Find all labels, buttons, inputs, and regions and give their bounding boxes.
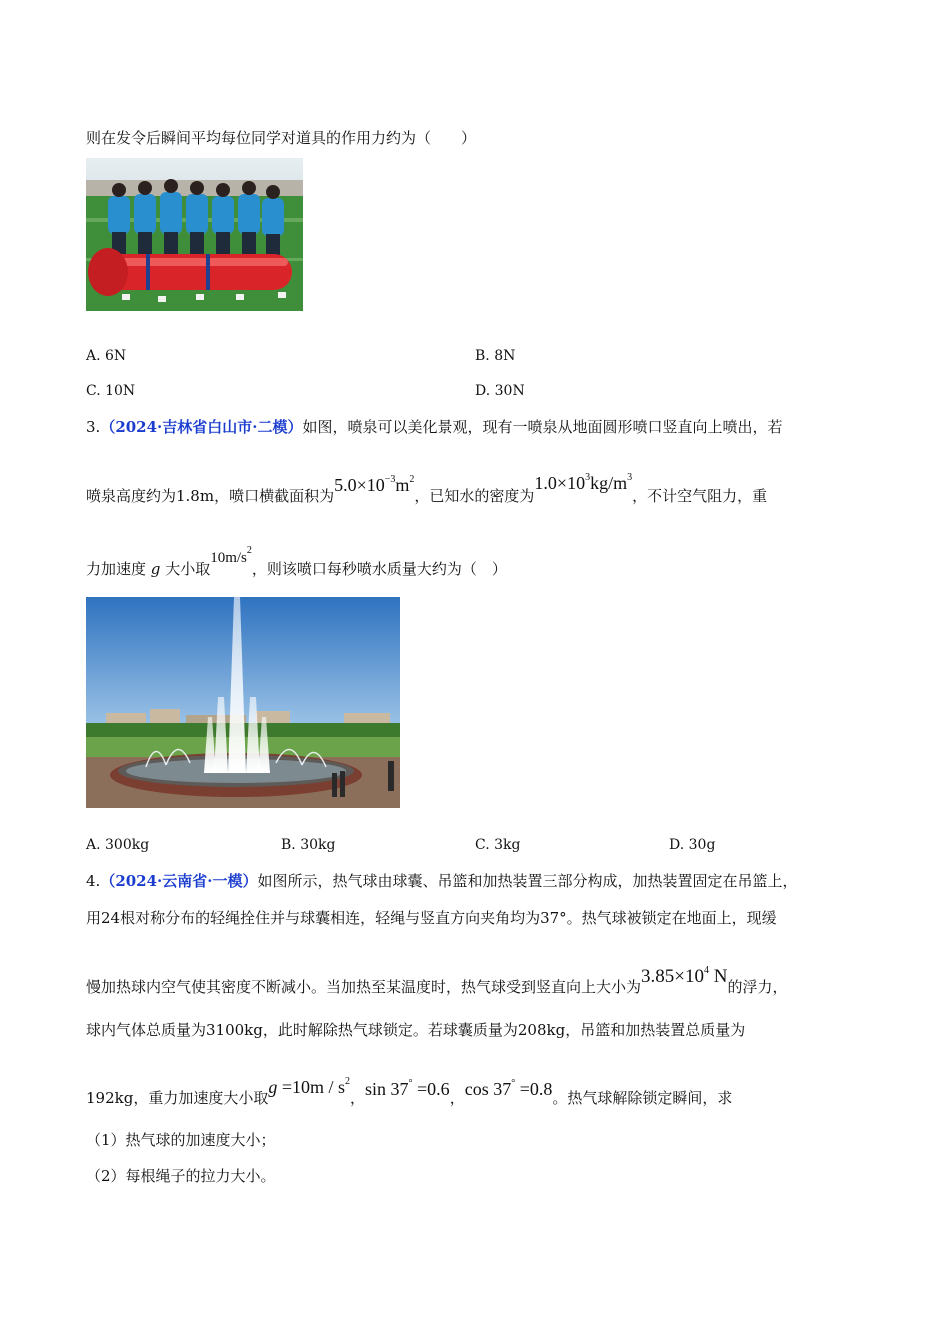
formula-text: 3.85×10 — [641, 966, 704, 987]
question-text: 大小取 — [165, 560, 211, 578]
question-text: 慢加热球内空气使其密度不断减小。当加热至某温度时，热气球受到竖直向上大小为 — [86, 978, 642, 996]
question-3-line-1 — [86, 417, 783, 437]
formula-unit: N — [713, 966, 728, 987]
question-4-line-1 — [86, 871, 798, 891]
option-b: B. 8N — [475, 348, 516, 364]
inflatable-race-photo — [86, 158, 303, 311]
formula-text: 5.0×10 — [334, 475, 385, 495]
formula-unit: kg/m — [590, 473, 628, 493]
question-4-line-2: 用24根对称分布的轻绳拴住并与球囊相连，轻绳与竖直方向夹角均为37°。热气球被锁定在地面上，现缓 — [86, 909, 777, 927]
question-text: ，则该喷口每秒喷水质量大约为（ ） — [251, 560, 507, 578]
formula-exponent: 2 — [246, 545, 252, 556]
formula-density — [534, 473, 632, 493]
question-text: 喷泉高度约为1.8m，喷口横截面积为 — [86, 487, 335, 505]
question-number: 3. — [86, 418, 101, 436]
question-4-line-4: 球内气体总质量为3100kg，此时解除热气球锁定。若球囊质量为208kg，吊篮和加热装置总质量为 — [86, 1021, 746, 1039]
formula-exponent: −3 — [384, 474, 396, 485]
formula-cos — [465, 1079, 553, 1099]
option-c: C. 3kg — [475, 837, 521, 853]
variable-g: g — [268, 1077, 278, 1097]
formula-text: cos 37 — [464, 1079, 512, 1099]
question-source: （2024·云南省·一模） — [100, 872, 258, 890]
formula-sin — [365, 1079, 450, 1099]
question-3-line-3 — [86, 545, 507, 580]
question-text: 如图，喷泉可以美化景观，现有一喷泉从地面圆形喷口竖直向上喷出，若 — [302, 418, 783, 436]
formula-text: =0.6 — [417, 1079, 450, 1099]
fountain-photo — [86, 597, 400, 808]
formula-exponent: 3 — [627, 472, 633, 483]
formula-exponent: 2 — [409, 474, 415, 485]
formula-gravity — [210, 545, 252, 566]
formula-gravity — [268, 1077, 350, 1097]
question-text: 192kg，重力加速度大小取 — [86, 1089, 269, 1107]
question-text: ，不计空气阻力，重 — [632, 487, 768, 505]
option-b: B. 30kg — [281, 837, 336, 853]
option-c: C. 10N — [86, 383, 136, 399]
formula-text: =10m / s — [281, 1077, 345, 1097]
question-3-line-2 — [86, 472, 768, 506]
formula-exponent: 3 — [585, 472, 591, 483]
formula-degree: ° — [511, 1078, 516, 1089]
formula-text: sin 37 — [365, 1079, 409, 1099]
option-d: D. 30g — [669, 837, 716, 853]
formula-text: =0.8 — [519, 1079, 553, 1099]
formula-text: 10m/s — [210, 550, 247, 566]
formula-area — [334, 475, 414, 495]
formula-buoyancy — [641, 966, 727, 987]
question-text: 。热气球解除锁定瞬间，求 — [552, 1089, 733, 1107]
variable-g: g — [150, 560, 161, 578]
question-text: 的浮力， — [727, 978, 788, 996]
question-source: （2024·吉林省白山市·二模） — [100, 418, 303, 436]
formula-exponent: 2 — [345, 1076, 350, 1087]
option-a: A. 6N — [86, 348, 127, 364]
separator: ， — [449, 1089, 465, 1107]
formula-unit: m — [395, 475, 410, 495]
formula-exponent: 4 — [703, 965, 709, 976]
question-number: 4. — [86, 872, 101, 890]
formula-text: 1.0×10 — [534, 473, 586, 493]
question-text: 如图所示，热气球由球囊、吊篮和加热装置三部分构成，加热装置固定在吊篮上， — [257, 872, 798, 890]
question-4-line-3 — [86, 965, 788, 997]
question-4-line-5 — [86, 1076, 733, 1108]
separator: ， — [350, 1089, 366, 1107]
question-text: 力加速度 — [86, 560, 147, 578]
sub-question-2: （2）每根绳子的拉力大小。 — [86, 1167, 276, 1185]
question-2-stem-tail: 则在发令后瞬间平均每位同学对道具的作用力约为（ ） — [86, 129, 477, 147]
question-text: ，已知水的密度为 — [414, 487, 535, 505]
formula-degree: ° — [408, 1078, 413, 1089]
option-d: D. 30N — [475, 383, 525, 399]
sub-question-1: （1）热气球的加速度大小； — [86, 1131, 276, 1149]
option-a: A. 300kg — [86, 837, 150, 853]
